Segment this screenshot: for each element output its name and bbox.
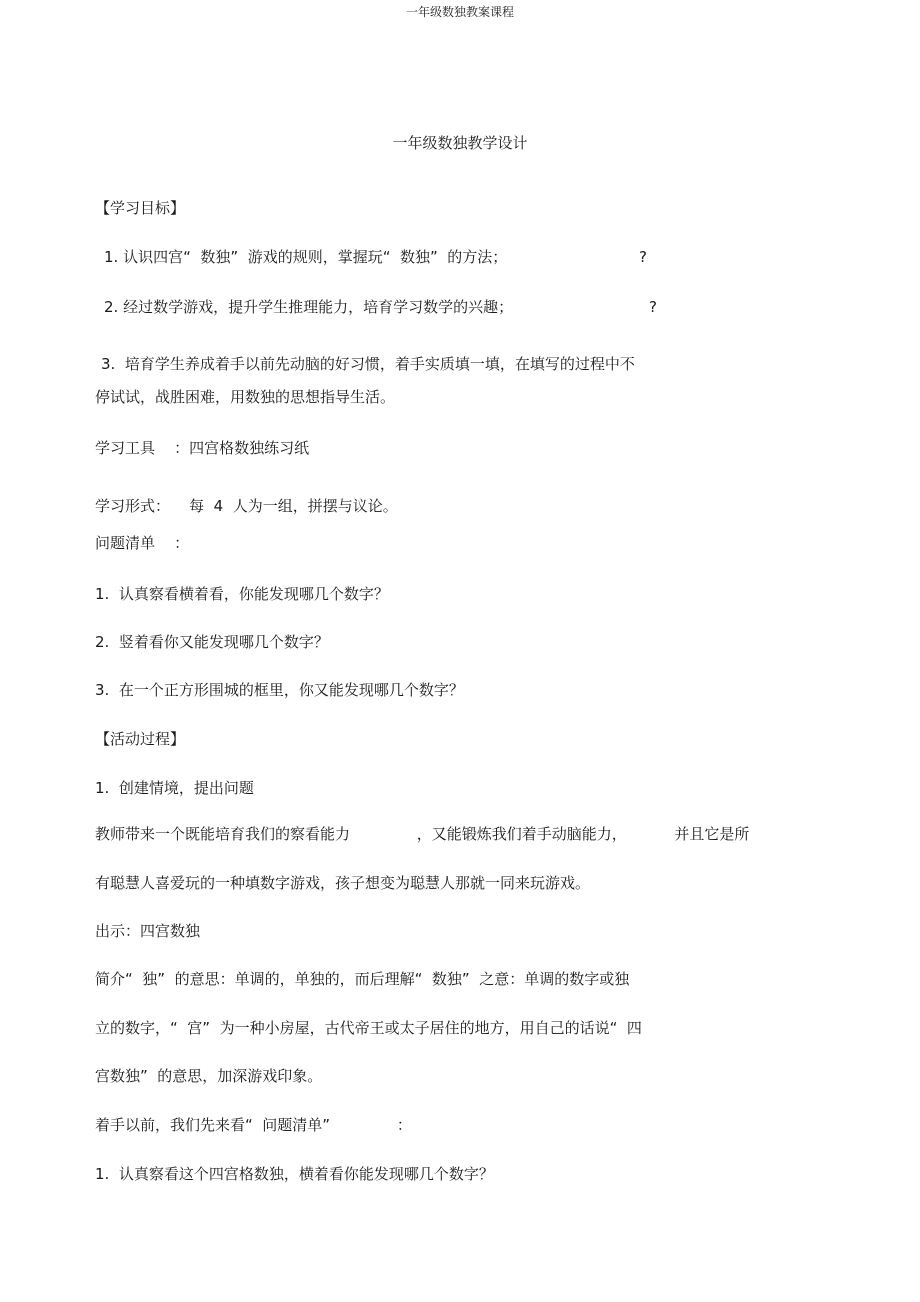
document-title: 一年级数独教学设计 (392, 134, 528, 152)
goal-3-line-1: 3. 培育学生养成着手以前先动脑的好习惯，着手实质填一填，在填写的过程中不 (101, 355, 635, 373)
process-heading: 【活动过程】 (95, 730, 186, 748)
paragraph-1-line-1: 教师带来一个既能培育我们的察看能力 ，又能锻炼我们着手动脑能力， 并且它是所 (95, 825, 750, 843)
intro-line-1: 简介“ 独” 的意思：单调的，单独的，而后理解“ 数独” 之意：单调的数字或独 (95, 970, 630, 988)
running-header: 一年级数独教案课程 (405, 5, 514, 19)
questions-heading: 问题清单 ： (95, 534, 190, 552)
observe-1: 1. 认真察看这个四宫格数独，横着看你能发现哪几个数字？ (95, 1165, 494, 1183)
goal-3-line-2: 停试试，战胜困难，用数独的思想指导生活。 (95, 388, 396, 406)
question-3: 3. 在一个正方形围城的框里，你又能发现哪几个数字？ (95, 681, 464, 699)
learning-tools: 学习工具 ：四宫格数独练习纸 (95, 439, 310, 457)
goal-2: 2. 经过数学游戏，提升学生推理能力，培育学习数学的兴趣； (104, 298, 514, 316)
question-2: 2. 竖着看你又能发现哪几个数字？ (95, 633, 329, 651)
goal-1: 1. 认识四宫“ 数独” 游戏的规则，掌握玩“ 数独” 的方法； (104, 248, 508, 266)
goal-1-mark: ? (639, 248, 647, 266)
intro-line-3: 宫数独” 的意思，加深游戏印象。 (95, 1067, 323, 1085)
question-1: 1. 认真察看横着看，你能发现哪几个数字？ (95, 585, 389, 603)
intro-line-2: 立的数字，“ 宫” 为一种小房屋，古代帝王或太子居住的地方，用自己的话说“ 四 (95, 1019, 642, 1037)
before-start: 着手以前，我们先来看“ 问题清单” ： (95, 1116, 412, 1134)
goal-2-mark: ? (649, 298, 657, 316)
show-sudoku: 出示：四宫数独 (95, 922, 201, 940)
paragraph-1-line-2: 有聪慧人喜爱玩的一种填数字游戏，孩子想变为聪慧人那就一同来玩游戏。 (95, 874, 591, 892)
learning-form: 学习形式： 每 4 人为一组，拼摆与议论。 (95, 497, 398, 515)
goals-heading: 【学习目标】 (95, 199, 186, 217)
step-1: 1. 创建情境，提出问题 (95, 779, 254, 797)
